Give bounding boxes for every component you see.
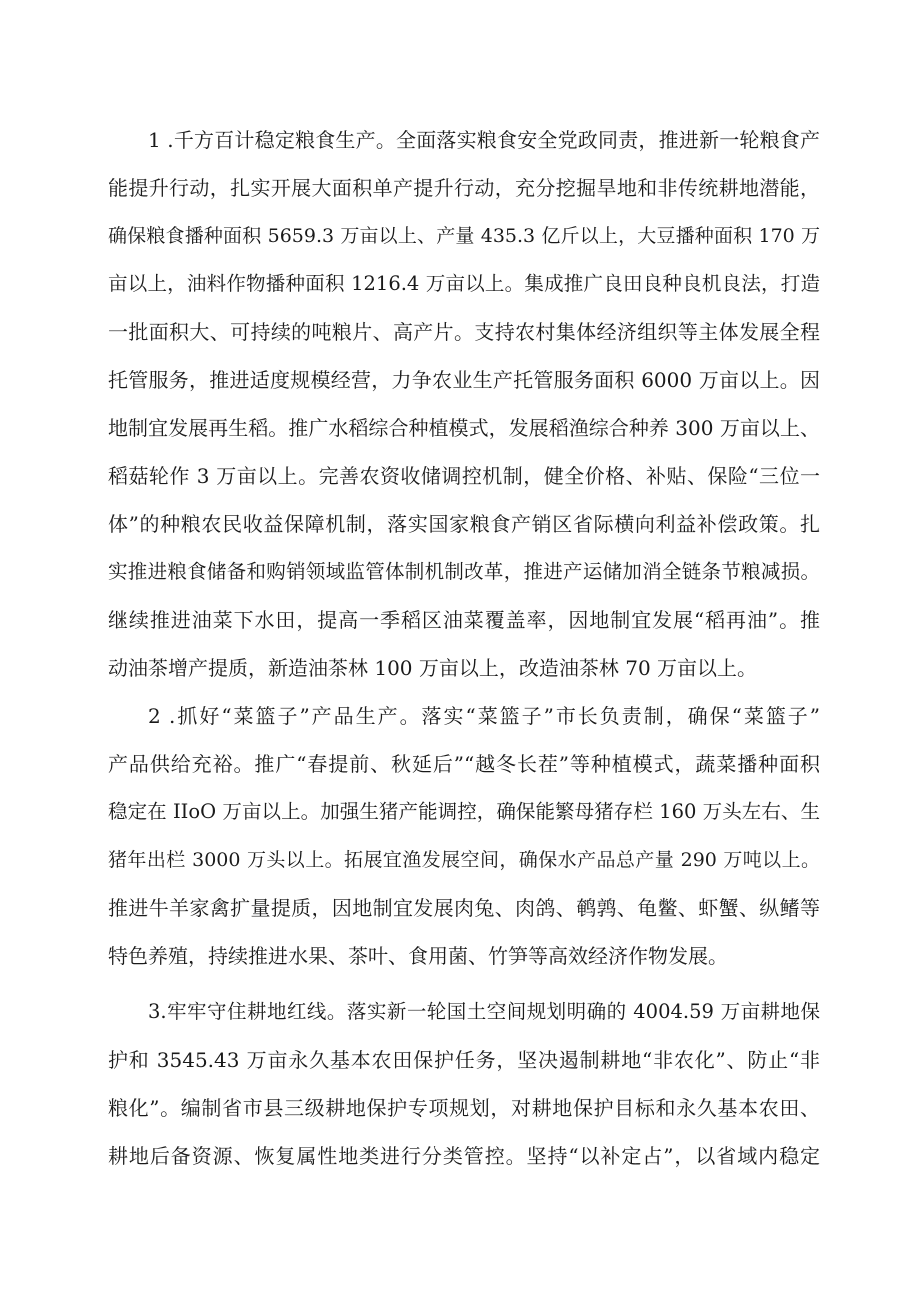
paragraph-1-line-12: 动油茶增产提质，新造油茶林 100 万亩以上，改造油茶林 70 万亩以上。: [108, 656, 758, 680]
paragraph-1-line-9: 体”的种粮农民收益保障机制，落实国家粮食产销区省际横向利益补偿政策。扎: [108, 512, 820, 536]
paragraph-3-line-3: 粮化”。编制省市县三级耕地保护专项规划，对耕地保护目标和永久基本农田、: [108, 1096, 820, 1120]
paragraph-1-line-4: 亩以上，油料作物播种面积 1216.4 万亩以上。集成推广良田良种良机良法，打造: [108, 272, 820, 295]
paragraph-2-line-4: 猪年出栏 3000 万头以上。拓展宜渔发展空间，确保水产品总产量 290 万吨以上。: [108, 849, 820, 871]
paragraph-2-line-1: 2 .抓好“菜篮子”产品生产。落实“菜篮子”市长负责制，确保“菜篮子”: [148, 704, 820, 728]
paragraph-1-line-6: 托管服务，推进适度规模经营，力争农业生产托管服务面积 6000 万亩以上。因: [108, 368, 820, 392]
paragraph-2-line-6: 特色养殖，持续推进水果、茶叶、食用菌、竹笋等高效经济作物发展。: [108, 944, 728, 968]
paragraph-3-line-4: 耕地后备资源、恢复属性地类进行分类管控。坚持“以补定占”，以省域内稳定: [108, 1144, 820, 1168]
paragraph-3-line-1: 3.牢牢守住耕地红线。落实新一轮国土空间规划明确的 4004.59 万亩耕地保: [148, 1000, 820, 1023]
paragraph-3-line-2: 护和 3545.43 万亩永久基本农田保护任务，坚决遏制耕地“非农化”、防止“非: [108, 1048, 820, 1072]
paragraph-2-line-3: 稳定在 IIoO 万亩以上。加强生猪产能调控，确保能繁母猪存栏 160 万头左右、生: [108, 800, 820, 823]
paragraph-1-line-2: 能提升行动，扎实开展大面积单产提升行动，充分挖掘旱地和非传统耕地潜能，: [108, 176, 820, 200]
paragraph-2-line-5: 推进牛羊家禽扩量提质，因地制宜发展肉兔、肉鸽、鹌鹑、龟鳖、虾蟹、纵鳍等: [108, 896, 820, 920]
paragraph-1-line-5: 一批面积大、可持续的吨粮片、高产片。支持农村集体经济组织等主体发展全程: [108, 320, 820, 344]
paragraph-1-line-10: 实推进粮食储备和购销领域监管体制机制改革，推进产运储加消全链条节粮减损。: [108, 560, 820, 583]
paragraph-1-line-11: 继续推进油菜下水田，提高一季稻区油菜覆盖率，因地制宜发展“稻再油”。推: [108, 608, 820, 632]
paragraph-1-line-3: 确保粮食播种面积 5659.3 万亩以上、产量 435.3 亿斤以上，大豆播种面积 170 万: [108, 225, 820, 247]
paragraph-1-line-8: 稻菇轮作 3 万亩以上。完善农资收储调控机制，健全价格、补贴、保险“三位一: [108, 464, 820, 488]
paragraph-1-line-1: 1 .千方百计稳定粮食生产。全面落实粮食安全党政同责，推进新一轮粮食产: [148, 128, 820, 152]
paragraph-1-line-7: 地制宜发展再生稻。推广水稻综合种植模式，发展稻渔综合种养 300 万亩以上、: [108, 416, 820, 440]
paragraph-2-line-2: 产品供给充裕。推广“春提前、秋延后”“越冬长茬”等种植模式，蔬菜播种面积: [108, 752, 820, 776]
